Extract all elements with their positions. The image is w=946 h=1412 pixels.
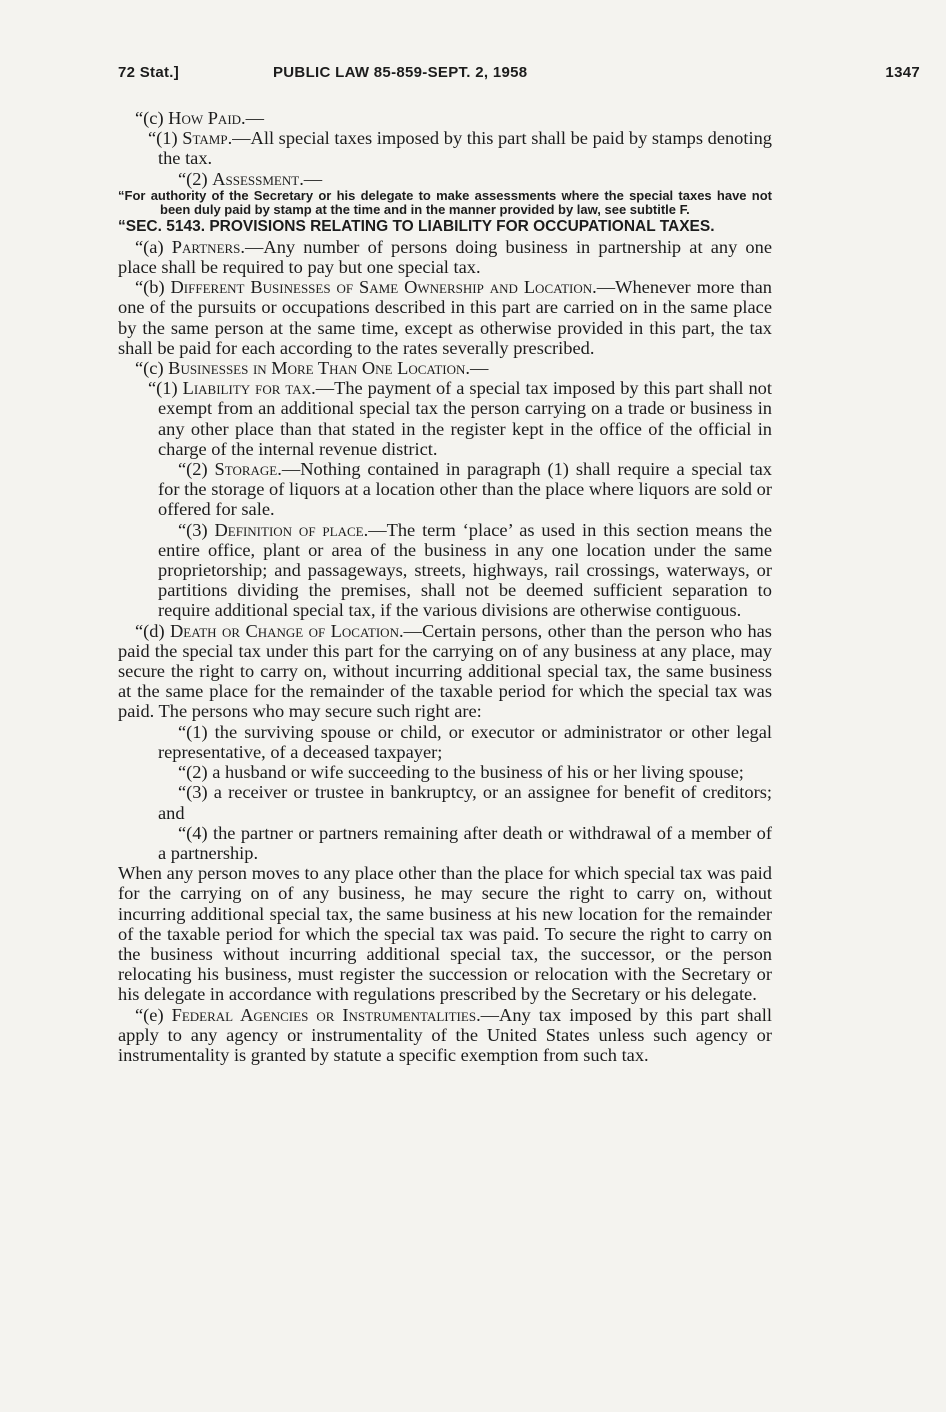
subsection-text: .—Any tax imposed by this part shall apply to any agency or instrumentality of the United States unless such agency or instrumentality is granted by statute a specific exemption from such tax.: [118, 1004, 772, 1065]
paragraph-label: “(1): [148, 128, 183, 149]
subsection-d-death-or-change: [118, 621, 772, 722]
paragraph-heading: Stamp: [182, 128, 228, 149]
paragraph-d4: “(4) the partner or partners remaining after death or withdrawal of a member of a partnership.: [158, 822, 772, 863]
section-title: “SEC. 5143. PROVISIONS RELATING TO LIABILITY FOR OCCUPATIONAL TAXES.: [118, 217, 715, 235]
paragraph-d2: “(2) a husband or wife succeeding to the business of his or her living spouse;: [178, 762, 744, 783]
subsection-heading: Death or Change of Location: [170, 620, 399, 641]
authority-note: “For authority of the Secretary or his delegate to make assessments where the special taxes have not been duly paid by stamp at the time and in the manner provided by law, see subtitle F.: [118, 187, 772, 217]
paragraph-label: “(1): [148, 378, 183, 399]
paragraph-text: .—Nothing contained in paragraph (1) shall require a special tax for the storage of liquors at a location other than the place where liquors are sold or offered for sale.: [158, 459, 772, 520]
subsection-label: “(c): [135, 358, 169, 379]
subsection-text: .—: [465, 358, 489, 379]
subsection-label: “(e): [135, 1004, 172, 1025]
paragraph-cl1-liability: [118, 378, 772, 459]
statute-body: [118, 108, 772, 1065]
subsection-a-partners: [118, 237, 772, 277]
subsection-label: “(c): [135, 108, 169, 128]
page-number: 1347: [885, 64, 920, 81]
paragraph-label: “(2): [178, 459, 215, 480]
subsection-text: .—Any number of persons doing business in partnership at any one place shall be required to pay but one special tax.: [118, 236, 772, 278]
paragraph-d1: “(1) the surviving spouse or child, or executor or administrator or other legal representative, of a deceased taxpayer;: [158, 721, 772, 762]
document-page: [118, 64, 920, 1065]
subsection-label: “(a): [135, 236, 172, 257]
subsection-text: .—Whenever more than one of the pursuits or occupations described in this part are carried on in the same place by the same person at the same time, except as otherwise provided in this part, the tax shall be paid for each according to the rates severally prescribed.: [118, 277, 772, 358]
paragraph-label: “(3): [178, 519, 215, 540]
page-header: [118, 64, 920, 88]
paragraph-cl2-storage: [118, 459, 772, 520]
paragraph-text: .—The payment of a special tax imposed by this part shall not exempt from an additional special tax the person carrying on a trade or business in any other place than that stated in the register kept in the office of the official in charge of the internal revenue district.: [158, 378, 772, 459]
subsection-c-how-paid: [118, 108, 772, 128]
volume-citation: 72 Stat.]: [118, 64, 180, 81]
paragraph-label: “(2): [178, 168, 213, 189]
paragraph-c1-stamp: [118, 128, 772, 168]
subsection-text: .—: [241, 108, 265, 128]
subsection-heading: Different Businesses of Same Ownership and Location: [170, 277, 593, 298]
subsection-label: “(b): [135, 277, 171, 298]
subsection-heading: Federal Agencies or Instrumentalities: [171, 1004, 477, 1025]
subsection-text: .—Certain persons, other than the person who has paid the special tax under this part for the carrying on of any business at any place, may secure the right to carry on, without incurring additional special tax, the same business at the same place for the remainder of the taxable period for which the special tax was paid. The persons who may secure such right are:: [118, 620, 772, 722]
paragraph-text: .—All special taxes imposed by this part shall be paid by stamps denoting the tax.: [158, 128, 772, 169]
paragraph-heading: Definition of place: [214, 519, 364, 540]
subsection-b-different-businesses: [118, 277, 772, 358]
paragraph-heading: Storage: [214, 459, 278, 480]
subsection-heading: How Paid: [168, 108, 242, 128]
paragraph-text: .—The term ‘place’ as used in this section means the entire office, plant or area of the business in any one location under the same proprietorship; and passageways, streets, highways, rail crossings, waterways, or partitions dividing the premises, shall not be deemed sufficient separation to require additional special tax, if the various divisions are otherwise contiguous.: [158, 519, 772, 621]
subsection-heading: Businesses in More Than One Location: [168, 358, 466, 379]
subsection-e-federal-agencies: [118, 1005, 772, 1066]
paragraph-heading: Assessment: [212, 168, 300, 189]
subsection-d-continuation: When any person moves to any place other than the place for which special tax was paid for the carrying on of any business, he may secure the right to carry on, without incurring additional special tax, the same business at his new location for the remainder of the taxable period for which the special tax was paid. To secure the right to carry on the business without incurring additional special tax, the successor, or the person relocating his business, must register the succession or relocation with the Secretary or his delegate in accordance with regulations prescribed by the Secretary or his delegate.: [118, 863, 772, 1005]
subsection-label: “(d): [135, 620, 171, 641]
paragraph-heading: Liability for tax: [182, 378, 312, 399]
law-title: PUBLIC LAW 85-859-SEPT. 2, 1958: [273, 64, 528, 81]
paragraph-text: .—: [299, 168, 323, 189]
subsection-c-more-than-one-location: [118, 358, 772, 378]
paragraph-c2-assessment: [118, 169, 772, 189]
subsection-heading: Partners: [171, 236, 241, 257]
paragraph-d3: “(3) a receiver or trustee in bankruptcy, or an assignee for benefit of creditors; and: [158, 782, 772, 823]
paragraph-cl3-definition-of-place: [118, 520, 772, 621]
